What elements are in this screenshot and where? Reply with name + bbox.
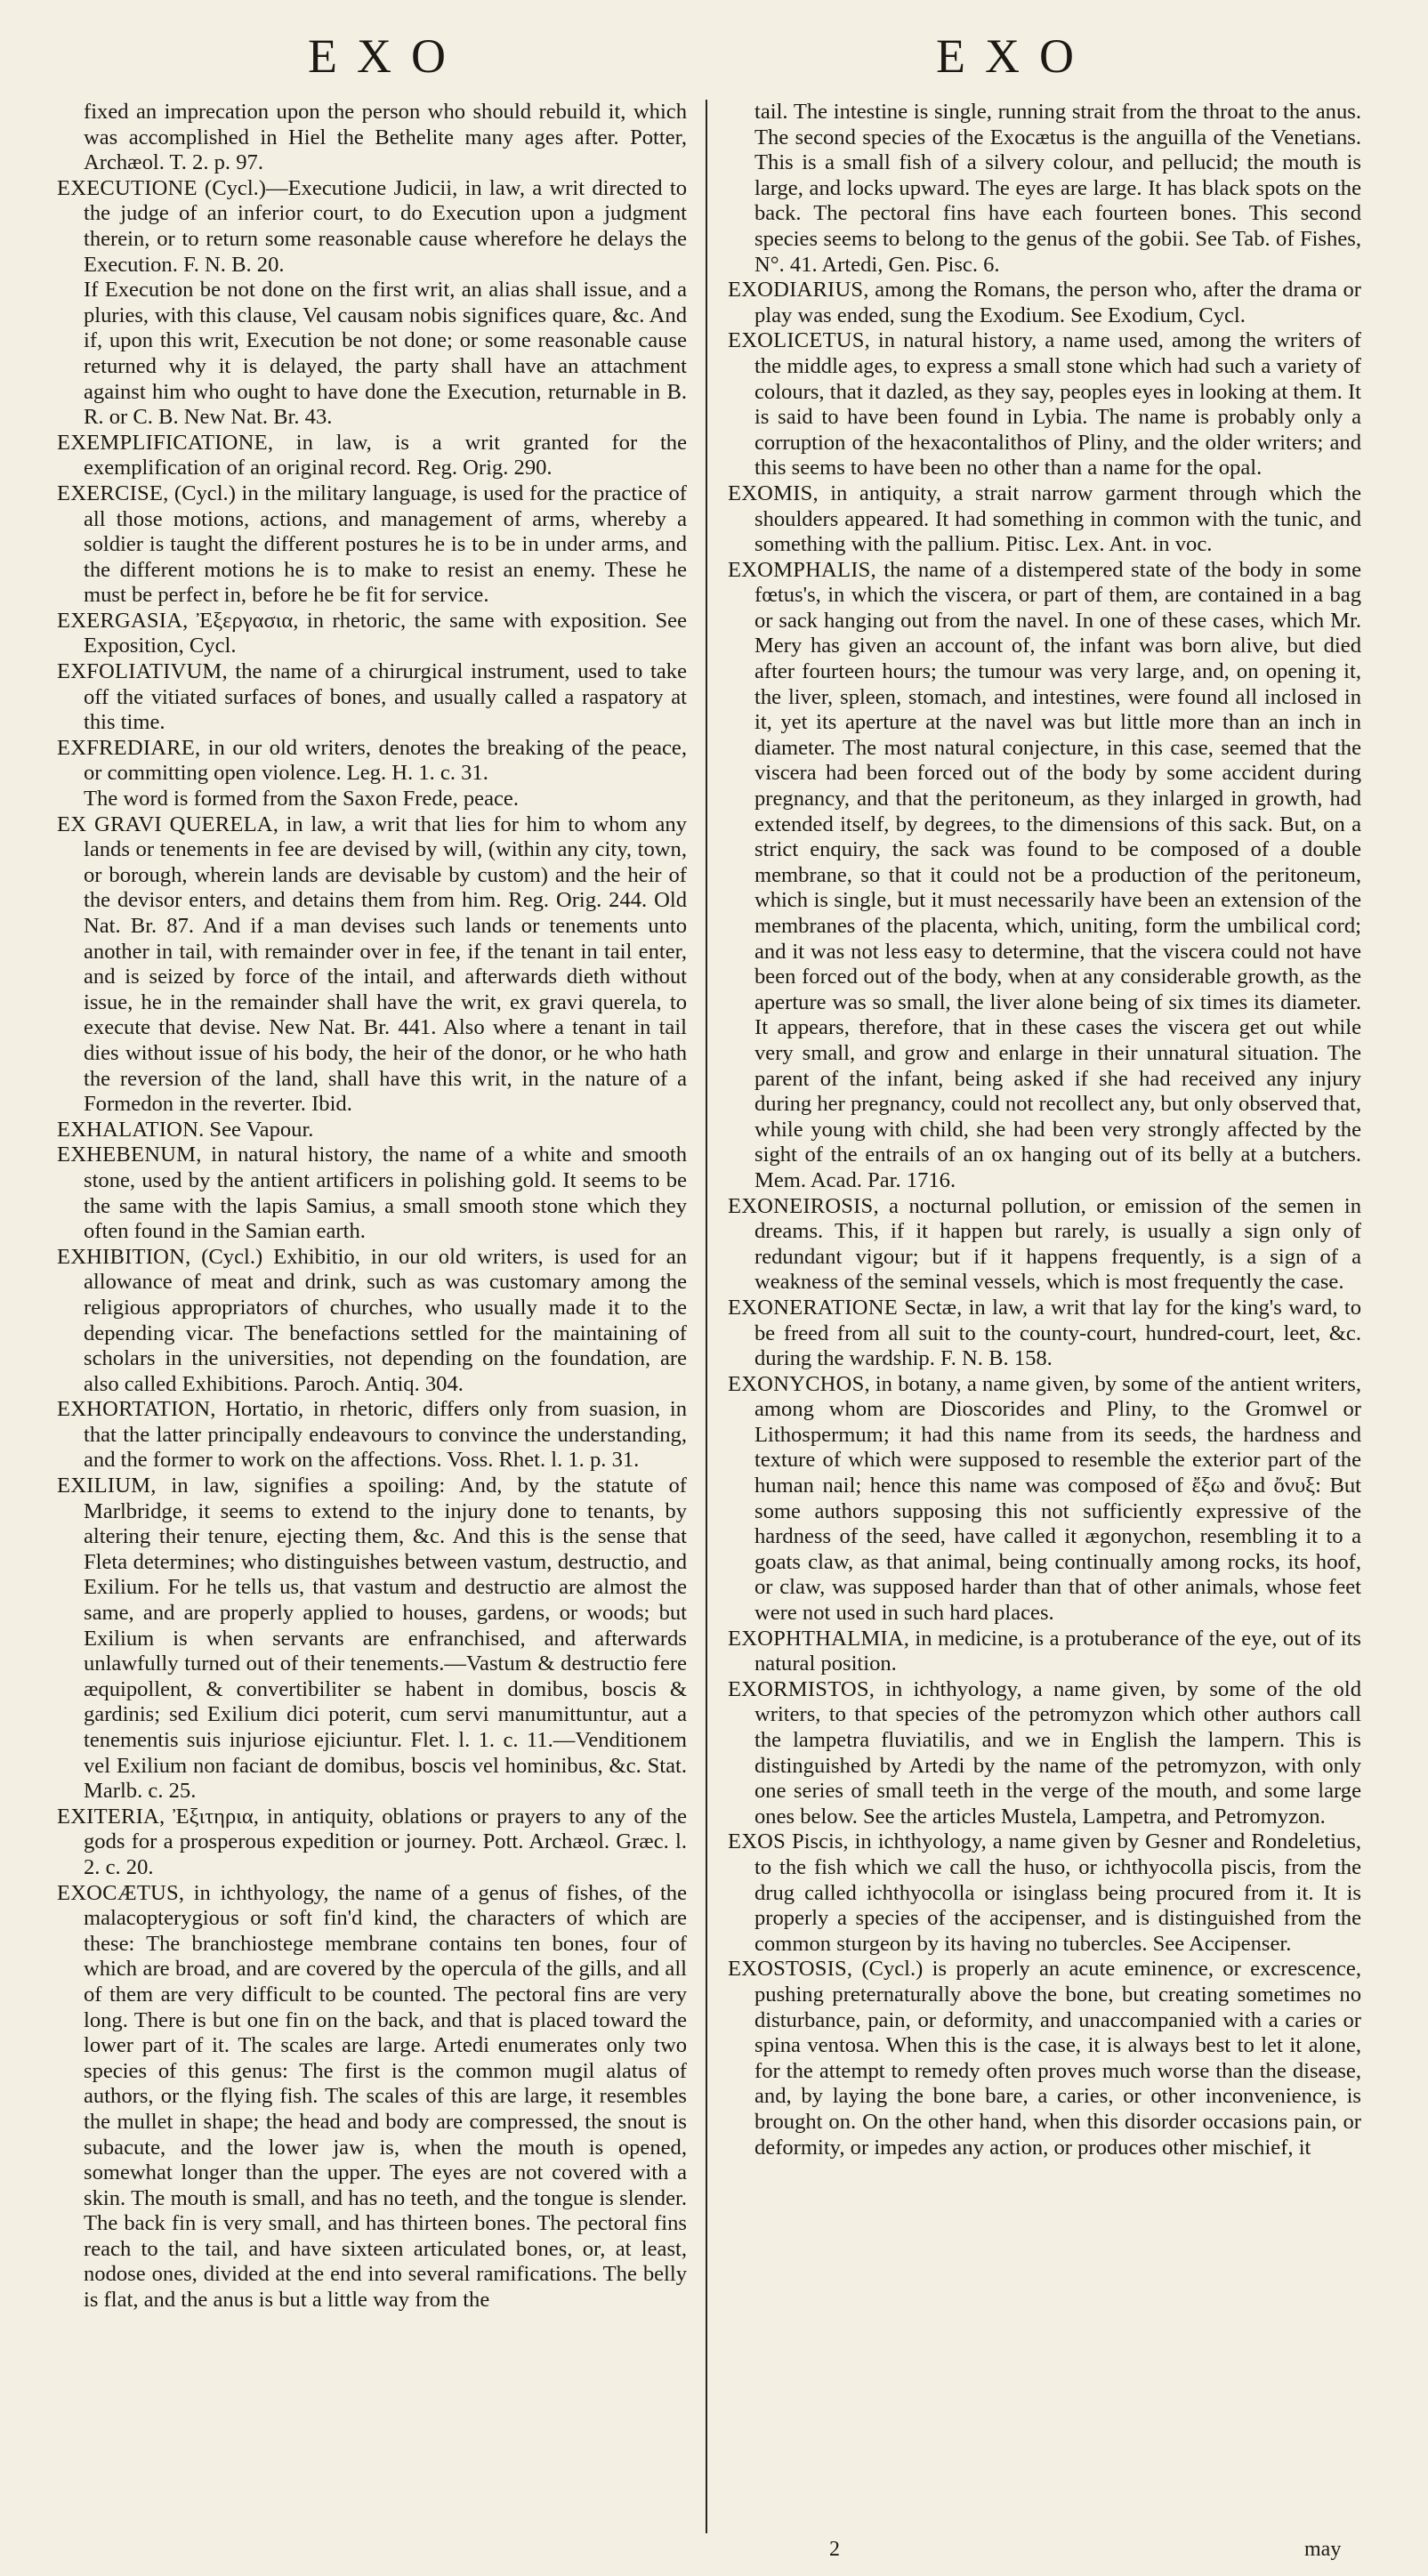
entry-text: , in botany, a name given, by some of the antient writers, among whom are Dioscorides and Pliny, to the Gromwel or Lithospermum; it had this name from its seeds, the hardness and texture of which were supposed to resemble the exterior part of the human nail; hence this name was composed of ἔξω and ὄνυξ: But some authors supposing this not sufficiently expressive of the hardness of the seed, have called it ægonychon, resembling it to a goats claw, as that animal, being continually among rocks, its hoof, or claw, was supposed harder than that of other animals, whose feet were not used in such hard places. xyxy=(754,1371,1361,1626)
entry-text: , in antiquity, a strait narrow garment through which the shoulders appeared. It had something in common with the tunic, and something with the pallium. Pitisc. Lex. Ant. in voc. xyxy=(754,480,1361,557)
entry-text: , in medicine, is a protuberance of the eye, out of its natural position. xyxy=(754,1626,1361,1676)
dictionary-entry xyxy=(57,176,687,278)
entry-text: , in natural history, the name of a white and smooth stone, used by the antient artificers in polishing gold. It seems to be the same with the lapis Samius, a small smooth stone which they often found in the Samian earth. xyxy=(84,1143,687,1244)
entry-text: , Ἐξεργασια, in rhetoric, the same with exposition. See Exposition, Cycl. xyxy=(84,608,687,658)
entry-headword: EXEMPLIFICATIONE xyxy=(57,430,268,455)
column-divider xyxy=(706,100,707,2533)
dictionary-entry xyxy=(57,609,687,659)
dictionary-entry xyxy=(57,1881,687,2314)
entry-headword: EXOSTOSIS xyxy=(728,1957,847,1982)
entry-text: , (Cycl.) Exhibitio, in our old writers, is used for an allowance of meat and drink, such as was customary among the religious appropriators of churches, who usually made it to the depending vicar. The benefactions settled for the maintaining of scholars in the universities, not depending on the foundation, are also called Exhibitions. Paroch. Antiq. 304. xyxy=(84,1244,687,1396)
entry-headword: EXONEIROSIS xyxy=(728,1193,874,1218)
dictionary-entry xyxy=(728,100,1361,278)
dictionary-entry xyxy=(728,1296,1361,1372)
entry-headword: EXOLICETUS xyxy=(728,328,865,353)
entry-text: , a nocturnal pollution, or emission of the semen in dreams. This, if it happen but rarely, is usually a sign only of redundant vigour; but if it happens frequently, is a sign of a weakness of the seminal vessels, which is most frequently the case. xyxy=(754,1193,1361,1295)
entry-headword: EXODIARIUS xyxy=(728,278,864,303)
entry-headword: EXOCÆTUS xyxy=(57,1880,179,1905)
entry-text: , among the Romans, the person who, after the drama or play was ended, sung the Exodium. See Exodium, Cycl. xyxy=(754,278,1361,327)
entry-text: , in ichthyology, the name of a genus of fishes, of the malacopterygious or soft fin'd kind, the characters of which are these: The branchiostege membrane contains ten bones, four of which are broad, and are covered by the opercula of the gills, and all of them are very difficult to be counted. The pectoral fins are very long. There is but one fin on the back, and that is placed toward the lower part of it. The scales are large. Artedi enumerates only two species of this genus: The first is the common mugil alatus of authors, or the flying fish. The scales of this are large, it resembles the mullet in shape; the head and body are compressed, the snout is subacute, and the lower jaw is, when the mouth is opened, somewhat longer than the upper. The eyes are not covered with a skin. The mouth is small, and has no teeth, and the tongue is slender. The back fin is very small, and has thirteen bones. The pectoral fins reach to the tail, and have sixteen articulated bones, or, at least, nodose ones, divided at the end into several ramifications. The belly is flat, and the anus is but a little way from the xyxy=(84,1880,687,2313)
dictionary-entry xyxy=(728,278,1361,328)
dictionary-entry xyxy=(57,1805,687,1881)
entry-headword: EXHALATION xyxy=(57,1117,199,1142)
left-column xyxy=(57,100,687,2533)
entry-headword: EXFREDIARE xyxy=(57,735,196,760)
entry-headword: EXILIUM xyxy=(57,1474,151,1498)
entry-text: If Execution be not done on the first writ, an alias shall issue, and a pluries, with this clause, Vel causam nobis significes quare, &c. And if, upon this writ, Execution be not done; or some reasonable cause returned why it is delayed, the party shall have an attachment against him who ought to have done the Execution, returnable in B. R. or C. B. New Nat. Br. 43. xyxy=(84,278,687,430)
entry-headword: EXECUTIONE xyxy=(57,175,198,200)
entry-text: , in law, a writ that lies for him to whom any lands or tenements in fee are devised by will, (within any city, town, or borough, wherein lands are devisable by custom) and the heir of the devisor enters, and detains them from him. Reg. Orig. 244. Old Nat. Br. 87. And if a man devises such lands or tenements unto another in tail, with remainder over in fee, if the tenant in tail enter, and is seized by force of the intail, and afterwards dieth without issue, he in the remainder shall have the writ, ex gravi querela, to execute that devise. New Nat. Br. 441. Also where a tenant in tail dies without issue of his body, the heir of the donor, or he who hath the reversion of the land, shall have this writ, in the nature of a Formedon in the reverter. Ibid. xyxy=(84,812,687,1117)
entry-text: , in natural history, a name used, among the writers of the middle ages, to express a small stone which had such a variety of colours, that it dazled, as they say, peoples eyes in looking at them. It is said to have been found in Lybia. The name is probably only a corruption of the hexacontalithos of Pliny, and the older writers; and this seems to have been no other than a name for the opal. xyxy=(754,328,1361,480)
dictionary-entry xyxy=(57,1118,687,1143)
entry-headword: EXERGASIA xyxy=(57,608,183,633)
dictionary-entry xyxy=(57,431,687,481)
dictionary-entry xyxy=(57,278,687,431)
entry-text: tail. The intestine is single, running strait from the throat to the anus. The second species of the Exocætus is the anguilla of the Venetians. This is a small fish of a silvery colour, and pellucid; the mouth is large, and locks upward. The eyes are large. It has black spots on the back. The pectoral fins have each fourteen bones. This second species seems to belong to the genus of the gobii. See Tab. of Fishes, N°. 41. Artedi, Gen. Pisc. 6. xyxy=(754,100,1361,277)
dictionary-entry xyxy=(728,328,1361,481)
entry-text: , Ἐξιτηρια, in antiquity, oblations or prayers to any of the gods for a prosperous expedition or journey. Pott. Archæol. Græc. l. 2. c. 20. xyxy=(84,1804,687,1879)
right-column xyxy=(728,100,1361,2533)
entry-headword: EXHIBITION xyxy=(57,1244,186,1269)
entry-headword: EXONYCHOS xyxy=(728,1371,865,1396)
dictionary-entry xyxy=(57,481,687,609)
entry-text: , in law, signifies a spoiling: And, by the statute of Marlbridge, it seems to extend to the injury done to tenants, by altering their tenure, ejecting them, &c. And this is the sense that Fleta determines; who distinguishes between vastum, destructio, and Exilium. For he tells us, that vastum and destructio are almost the same, and are properly applied to houses, gardens, or woods; but Exilium is when servants are enfranchised, and afterwards unlawfully turned out of their tenements.—Vastum & destructio fere æquipollent, & convertibiliter se habent in domibus, boscis & gardinis; sed Exilium dici poterit, cum servi manumittuntur, aut a tenementis suis injuriose ejiciuntur. Flet. l. 1. c. 11.—Venditionem vel Exilium non faciant de domibus, boscis vel hominibus, &c. Stat. Marlb. c. 25. xyxy=(84,1474,687,1804)
dictionary-entry xyxy=(57,659,687,736)
running-head-left: EXO xyxy=(308,29,465,83)
running-header xyxy=(0,28,1428,84)
entry-text: , (Cycl.) in the military language, is used for the practice of all those motions, actions, and management of arms, whereby a soldier is taught the different postures he is to be in under arms, and the different motions he is to make to resist an enemy. These he must be perfect in, before he be fit for service. xyxy=(84,480,687,608)
dictionary-entry xyxy=(728,1829,1361,1957)
entry-text: , in our old writers, denotes the breaking of the peace, or committing open violence. Leg. H. 1. c. 31. xyxy=(84,735,687,786)
dictionary-entry xyxy=(57,1245,687,1398)
entry-headword: EXOMIS xyxy=(728,480,813,505)
dictionary-entry xyxy=(57,1143,687,1244)
entry-headword: EXHEBENUM xyxy=(57,1143,197,1167)
entry-text: , the name of a distempered state of the body in some fœtus's, in which the viscera, or part of them, are contained in a bag or sack hanging out from the navel. In one of these cases, which Mr. Mery has given an account of, the infant was born alive, but died after fourteen hours; the tumour was very large, and, on opening it, the liver, spleen, stomach, and intestines, were found all inclosed in it, yet its aperture at the navel was but little more than an inch in diameter. The most natural conjecture, in this case, seemed that the viscera had been forced out of the body by some accident during pregnancy, and that the peritoneum, as they inlarged in growth, had extended itself, by degrees, to the dimensions of this sack. But, on a strict enquiry, the sack was found to be composed of a double membrane, so that it could not be a production of the peritoneum, which is single, but it must necessarily have been an extension of the membranes of the placenta, which, uniting, form the umbilical cord; and it was not less easy to determine, that the viscera could not have been forced out of the body, when at any considerable growth, as the aperture was so small, the liver alone being of six times its diameter. It appears, therefore, that in these cases the viscera get out while very small, and grow and enlarge in their unnatural situation. The parent of the infant, being asked if she had received any injury during her pregnancy, could not recollect any, but only observed that, while young with child, she had been very strongly affected by the sight of the entrails of an ox hanging out of its belly at a butchers. Mem. Acad. Par. 1716. xyxy=(754,557,1361,1192)
entry-text: , (Cycl.) is properly an acute eminence, or excrescence, pushing preternaturally above the bone, but creating sometimes no disturbance, pain, or deformity, and unaccompanied with a caries or spina ventosa. When this is the case, it is always best to let it alone, for the attempt to remedy often proves much worse than the disease, and, by laying the bone bare, a caries, or other inconvenience, is brought on. On the other hand, when this disorder occasions pain, or deformity, or impedes any action, or produces other mischief, it xyxy=(754,1957,1361,2160)
entry-headword: EXHORTATION xyxy=(57,1397,211,1422)
dictionary-entry xyxy=(57,812,687,1118)
entry-text: , in law, is a writ granted for the exemplification of an original record. Reg. Orig. 290. xyxy=(84,430,687,480)
dictionary-entry xyxy=(728,1372,1361,1627)
dictionary-entry xyxy=(57,100,687,176)
dictionary-entry xyxy=(728,1677,1361,1830)
running-head-right: EXO xyxy=(936,29,1093,83)
entry-text: , the name of a chirurgical instrument, used to take off the vitiated surfaces of bones, and usually called a raspatory at this time. xyxy=(84,659,687,735)
entry-headword: EXITERIA xyxy=(57,1804,159,1829)
entry-headword: EX GRAVI QUERELA xyxy=(57,812,273,836)
dictionary-entry xyxy=(728,481,1361,558)
entry-headword: EXOPHTHALMIA xyxy=(728,1626,904,1651)
dictionary-entry xyxy=(57,1474,687,1805)
entry-headword: EXERCISE xyxy=(57,480,164,505)
entry-headword: EXOMPHALIS xyxy=(728,557,871,582)
entry-text: fixed an imprecation upon the person who should rebuild it, which was accomplished in Hiel the Bethelite many ages after. Potter, Archæol. T. 2. p. 97. xyxy=(84,100,687,175)
entry-text: , in ichthyology, a name given, by some of the old writers, to that species of the petromyzon which other authors call the lampetra fluviatilis, and we in English the lampern. This is distinguished by Artedi by the name of the petromyzon, with only one series of small teeth in the verge of the mouth, and some large ones below. See the articles Mustela, Lampetra, and Petromyzon. xyxy=(754,1676,1361,1829)
dictionary-entry xyxy=(57,787,687,812)
entry-headword: EXOS xyxy=(728,1829,787,1854)
signature-mark: 2 xyxy=(829,2538,840,2561)
entry-headword: EXORMISTOS xyxy=(728,1676,869,1701)
dictionary-entry xyxy=(728,1194,1361,1296)
entry-text: Piscis, in ichthyology, a name given by Gesner and Rondeletius, to the fish which we call the huso, or ichthyocolla piscis, from the drug called ichthyocolla or isinglass being procured from it. It is properly a species of the accipenser, and is distinguished from the common sturgeon by its having no tubercles. See Accipenser. xyxy=(754,1829,1361,1956)
entry-text: Sectæ, in law, a writ that lay for the king's ward, to be freed from all suit to the county-court, hundred-court, leet, &c. during the wardship. F. N. B. 158. xyxy=(754,1295,1361,1371)
dictionary-entry xyxy=(728,1957,1361,2160)
entry-text: . See Vapour. xyxy=(198,1117,314,1142)
dictionary-entry xyxy=(57,1397,687,1474)
dictionary-entry xyxy=(728,558,1361,1194)
entry-text: , Hortatio, in rhetoric, differs only from suasion, in that the latter principally endeavours to convince the understanding, and the former to work on the affections. Voss. Rhet. l. 1. p. 31. xyxy=(84,1397,687,1473)
page-footer xyxy=(0,2538,1428,2566)
catchword: may xyxy=(1304,2538,1342,2561)
dictionary-entry xyxy=(57,736,687,787)
dictionary-entry xyxy=(728,1627,1361,1677)
entry-text: (Cycl.)—Executione Judicii, in law, a writ directed to the judge of an inferior court, to do Execution upon a judgment therein, or to return some reasonable cause wherefore he delays the Execution. F. N. B. 20. xyxy=(84,175,687,277)
entry-headword: EXFOLIATIVUM xyxy=(57,659,222,684)
entry-text: The word is formed from the Saxon Frede, peace. xyxy=(84,787,519,812)
entry-headword: EXONERATIONE xyxy=(728,1295,898,1320)
